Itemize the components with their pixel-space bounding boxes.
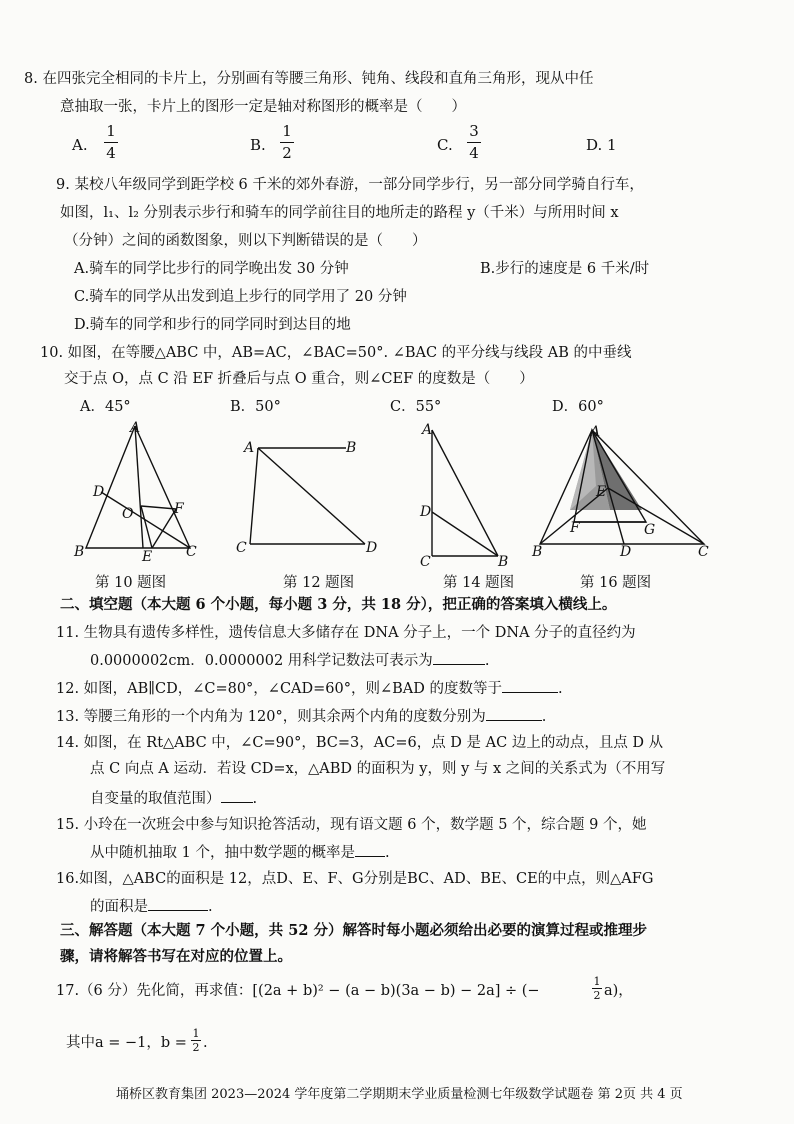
fraction-denominator: 4: [469, 144, 479, 162]
figure-12-caption: 第 12 题图: [283, 575, 355, 591]
q16-text: 的面积是: [90, 899, 148, 915]
q9-text-line3: （分钟）之间的函数图象，则以下判断错误的是（ ）: [64, 233, 427, 249]
q15-line1: 15. 小玲在一次班会中参与知识抢答活动，现有语文题 6 个，数学题 5 个，综合题 9 个，她: [56, 817, 647, 833]
q14-line2: 点 C 向点 A 运动．若设 CD=x，△ABD 的面积为 y，则 y 与 x 之间的关系式为（不用写: [90, 761, 666, 777]
fraction-denominator: 2: [282, 144, 292, 162]
q14-line3: [90, 790, 257, 807]
fig10-label-o: O: [122, 506, 134, 522]
q10-option-b: B．50°: [230, 399, 281, 415]
q16-period: .: [208, 899, 213, 915]
fig12-label-b: B: [346, 440, 357, 456]
figure-14: [412, 418, 522, 568]
fig10-label-a: A: [130, 420, 141, 436]
fraction-numerator: 3: [469, 122, 479, 140]
fig16-label-e: E: [596, 484, 607, 500]
q13-text: 13. 等腰三角形的一个内角为 120°，则其余两个内角的度数分别为: [56, 709, 486, 725]
q8-text-line1: 8. 在四张完全相同的卡片上，分别画有等腰三角形、钝角、线段和直角三角形，现从中任: [24, 71, 594, 87]
q11-period: .: [484, 653, 490, 669]
q10-text-line1: 10. 如图，在等腰△ABC 中，AB=AC，∠BAC=50°. ∠BAC 的平分线与线段 AB 的中垂线: [40, 345, 632, 361]
q15-answer-blank[interactable]: [355, 844, 385, 857]
q13-period: .: [541, 709, 547, 725]
q14-line1: 14. 如图，在 Rt△ABC 中，∠C=90°，BC=3，AC=6，点 D 是 AC 边上的动点，且点 D 从: [56, 735, 664, 751]
q8-option-c-fraction: [467, 124, 481, 161]
q11-line1: 11. 生物具有遗传多样性，遗传信息大多储存在 DNA 分子上，一个 DNA 分子的直径约为: [56, 625, 636, 641]
fraction-numerator: 1: [106, 122, 116, 140]
figure-16: [530, 416, 720, 566]
q13-answer-blank[interactable]: [486, 708, 542, 721]
q13-line: [56, 708, 546, 725]
q9-option-b: B.步行的速度是 6 千米/时: [480, 261, 650, 277]
page-footer: 埇桥区教育集团 2023—2024 学年度第二学期期末学业质量检测七年级数学试题卷 第 2页 共 4 页: [116, 1087, 683, 1102]
fraction-numerator: 1: [192, 1027, 200, 1040]
fig16-label-a: A: [590, 424, 601, 440]
q15-period: .: [384, 845, 390, 861]
q10-option-c: C．55°: [390, 399, 442, 415]
fig14-label-c: C: [420, 554, 431, 568]
q14-period: .: [252, 791, 258, 807]
section3-title-line2: 骤，请将解答书写在对应的位置上。: [60, 948, 292, 965]
q12-text: 12. 如图，AB∥CD，∠C=80°，∠CAD=60°，则∠BAD 的度数等于: [56, 681, 503, 697]
fraction-denominator: 4: [106, 144, 116, 162]
q14-answer-blank[interactable]: [221, 790, 253, 803]
q8-option-a-label: A.: [72, 136, 88, 154]
fraction-denominator: 2: [192, 1041, 200, 1054]
q10-option-d: D．60°: [552, 399, 604, 415]
fraction-numerator: 1: [282, 122, 292, 140]
q8-option-b-label: B.: [250, 136, 266, 154]
figure-10: [64, 416, 214, 566]
q16-answer-blank[interactable]: [148, 898, 208, 911]
q9-text-line2: 如图，l₁、l₂ 分别表示步行和骑车的同学前往目的地所走的路程 y（千米）与所用时间 x: [60, 205, 619, 221]
q8-option-d: D. 1: [586, 136, 617, 154]
q8-text-line2: 意抽取一张，卡片上的图形一定是轴对称图形的概率是（ ）: [60, 99, 466, 115]
fig12-label-a: A: [244, 440, 255, 456]
q12-line: [56, 680, 563, 697]
q10-option-a: A．45°: [80, 399, 131, 415]
q16-line2: [90, 898, 213, 915]
q17-line1: 17.（6 分）先化简，再求值：[(2a + b)² − (a − b)(3a − b) − 2a] ÷ (−: [56, 983, 540, 999]
q9-text-line1: 9. 某校八年级同学到距学校 6 千米的郊外春游，一部分同学步行，另一部分同学骑自行车，: [56, 177, 644, 193]
q9-option-d: D.骑车的同学和步行的同学同时到达目的地: [74, 317, 351, 333]
figure-14-caption: 第 14 题图: [443, 575, 515, 591]
fig10-label-b: B: [74, 544, 85, 560]
fig10-label-c: C: [186, 544, 197, 560]
q17-line1-tail: a)，: [604, 983, 633, 999]
q11-answer-blank[interactable]: [433, 652, 485, 665]
q12-answer-blank[interactable]: [502, 680, 558, 693]
q11-text: 0.0000002cm．0.0000002 用科学记数法可表示为: [90, 653, 433, 669]
fig14-label-b: B: [498, 554, 509, 568]
q9-option-c: C.骑车的同学从出发到追上步行的同学用了 20 分钟: [74, 289, 407, 305]
q8-option-c-label: C.: [437, 136, 453, 154]
q14-text: 自变量的取值范围）: [90, 791, 221, 807]
q10-text-line2: 交于点 O，点 C 沿 EF 折叠后与点 O 重合，则∠CEF 的度数是（ ）: [64, 371, 534, 387]
section2-title: 二、填空题（本大题 6 个小题，每小题 3 分，共 18 分），把正确的答案填入横线上。: [60, 596, 617, 613]
q16-line1: 16.如图，△ABC的面积是 12，点D、E、F、G分别是BC、AD、BE、CE的中点，则△AFG: [56, 871, 654, 887]
fig14-label-d: D: [420, 504, 432, 520]
q15-line2: [90, 844, 390, 861]
q8-option-a-fraction: [104, 124, 118, 161]
q9-option-a: A.骑车的同学比步行的同学晚出发 30 分钟: [74, 261, 349, 277]
fig16-label-c: C: [698, 544, 709, 560]
figure-12: [228, 428, 388, 568]
q17-fraction: [592, 976, 602, 1001]
fraction-numerator: 1: [593, 975, 601, 988]
fig10-label-d: D: [93, 484, 105, 500]
q8-option-b-fraction: [280, 124, 294, 161]
fig12-label-d: D: [366, 540, 378, 556]
figure-10-caption: 第 10 题图: [95, 575, 167, 591]
fig14-label-a: A: [422, 422, 433, 438]
fig10-label-e: E: [142, 549, 153, 565]
q15-text: 从中随机抽取 1 个，抽中数学题的概率是: [90, 845, 355, 861]
q17-value-fraction: [191, 1028, 201, 1053]
q17-line2-tail: .: [203, 1035, 208, 1051]
fig16-label-d: D: [620, 544, 632, 560]
fraction-denominator: 2: [593, 989, 601, 1002]
q17-line2: 其中a = −1，b =: [66, 1035, 187, 1051]
fig16-label-g: G: [644, 522, 656, 538]
fig16-label-f: F: [570, 520, 580, 536]
figure-16-caption: 第 16 题图: [580, 575, 652, 591]
q11-line2: [90, 652, 489, 669]
fig12-label-c: C: [236, 540, 247, 556]
fig16-label-b: B: [532, 544, 543, 560]
fig10-label-f: F: [174, 501, 184, 517]
q12-period: .: [558, 681, 563, 697]
section3-title-line1: 三、解答题（本大题 7 个小题，共 52 分）解答时每小题必须给出必要的演算过程或推理步: [60, 922, 647, 939]
